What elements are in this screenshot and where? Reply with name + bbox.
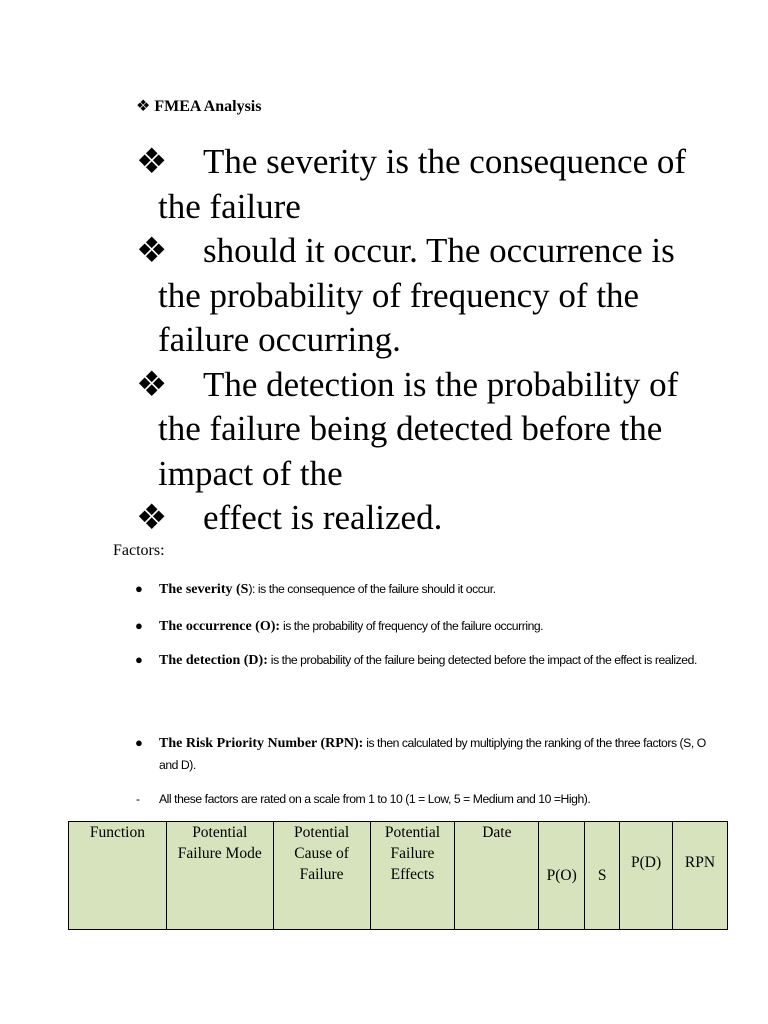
factor-item-severity [135, 578, 719, 600]
dash-bullet: - [136, 792, 140, 806]
factor-description: is the probability of frequency of the failure occurring. [280, 619, 544, 633]
rating-scale-note [136, 792, 736, 806]
header-date: Date [455, 822, 539, 930]
diamond-bullet-icon: ❖ [136, 142, 168, 181]
bullet-dot-icon: ● [135, 735, 143, 750]
fmea-table [68, 821, 728, 930]
large-bullet-text: effect is realized. [203, 498, 443, 537]
factor-item-detection [135, 649, 719, 671]
rating-scale-text: All these factors are rated on a scale from 1 to 10 (1 = Low, 5 = Medium and 10 =High). [159, 792, 591, 806]
large-bullet-list [136, 140, 716, 541]
large-bullet-text: should it occur. The occurrence is the probability of frequency of the failure occurring. [158, 231, 675, 359]
large-bullet-text: The severity is the consequence of the failure [158, 142, 687, 226]
header-potential-failure-mode: Potential Failure Mode [166, 822, 273, 930]
factor-description: is then calculated by multiplying the ranking of the three factors (S, O and D). [159, 736, 706, 772]
diamond-bullet-icon: ❖ [136, 98, 151, 115]
header-rpn: RPN [673, 822, 728, 930]
header-probability-detection: P(D) [620, 822, 673, 930]
factor-item-occurrence [135, 615, 719, 637]
factor-description: is the probability of the failure being detected before the impact of the effect is realized. [267, 653, 697, 667]
header-severity: S [585, 822, 620, 930]
header-function: Function [69, 822, 167, 930]
header-potential-failure-effects: Potential Failure Effects [370, 822, 455, 930]
bullet-dot-icon: ● [135, 652, 143, 667]
bullet-dot-icon: ● [135, 618, 143, 633]
large-bullet-item [136, 140, 716, 229]
large-bullet-item [136, 363, 716, 497]
factor-term: The occurrence (O): [159, 619, 281, 634]
diamond-bullet-icon: ❖ [136, 498, 168, 537]
factor-description: ): is the consequence of the failure should it occur. [248, 582, 496, 596]
large-bullet-item [136, 229, 716, 363]
factor-term: The severity (S [159, 582, 249, 597]
section-heading-text: FMEA Analysis [154, 98, 262, 115]
factors-label: Factors: [113, 542, 165, 559]
bullet-dot-icon: ● [135, 581, 143, 596]
header-potential-cause-of-failure: Potential Cause of Failure [273, 822, 370, 930]
diamond-bullet-icon: ❖ [136, 364, 168, 404]
table-header-row [69, 822, 728, 930]
large-bullet-item [136, 496, 716, 541]
factor-term: The Risk Priority Number (RPN): [159, 736, 364, 751]
header-probability-occurrence: P(O) [539, 822, 585, 930]
diamond-bullet-icon: ❖ [136, 231, 168, 270]
section-heading [136, 96, 261, 116]
factor-item-rpn [135, 732, 719, 776]
factor-term: The detection (D): [159, 653, 268, 668]
large-bullet-text: The detection is the probability of the failure being detected before the impact of the [158, 364, 679, 493]
